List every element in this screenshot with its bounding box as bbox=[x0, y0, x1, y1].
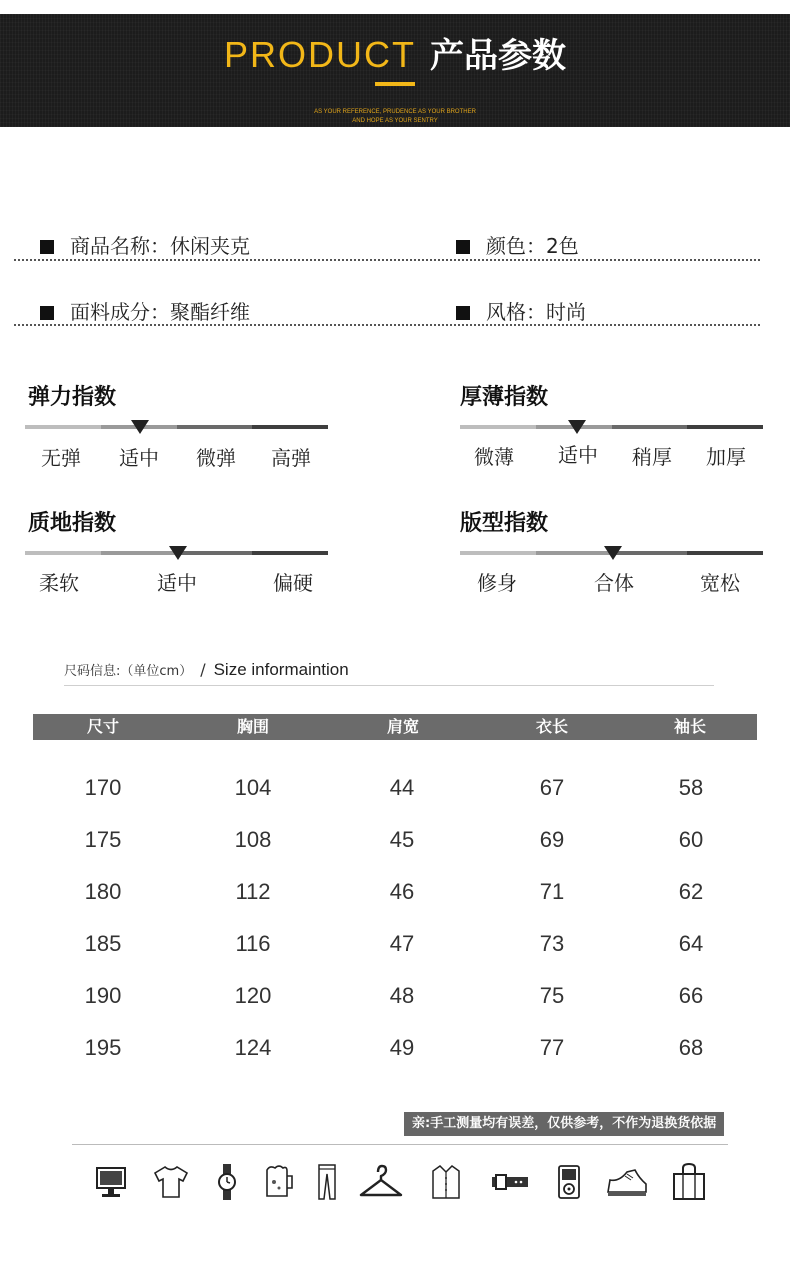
table-cell: 45 bbox=[389, 827, 415, 852]
belt-icon bbox=[490, 1162, 530, 1202]
thickness-scale bbox=[460, 425, 763, 429]
table-cell: 112 bbox=[235, 879, 271, 904]
fit-option: 合体 bbox=[594, 571, 634, 595]
hanger-icon bbox=[358, 1162, 404, 1202]
fit-title: 版型指数 bbox=[460, 511, 549, 536]
header-subtitle-1: AS YOUR REFERENCE, PRUDENCE AS YOUR BROTHER bbox=[314, 109, 476, 115]
header-accent-bar bbox=[375, 82, 415, 86]
size-info-underline bbox=[64, 685, 714, 686]
table-cell: 77 bbox=[539, 1035, 565, 1060]
size-table-header bbox=[33, 714, 757, 740]
shirt-icon bbox=[430, 1162, 462, 1202]
table-cell: 48 bbox=[389, 983, 415, 1008]
thickness-title: 厚薄指数 bbox=[460, 385, 549, 410]
thickness-option: 加厚 bbox=[706, 445, 746, 469]
music-player-icon bbox=[557, 1162, 581, 1202]
table-cell: 66 bbox=[678, 983, 704, 1008]
elasticity-scale bbox=[25, 425, 328, 429]
elasticity-marker-icon bbox=[131, 420, 149, 434]
table-cell: 73 bbox=[539, 931, 565, 956]
table-cell: 195 bbox=[84, 1035, 122, 1060]
jeans-icon bbox=[316, 1162, 338, 1202]
dotted-divider bbox=[14, 259, 760, 261]
table-header-cell: 尺寸 bbox=[86, 717, 120, 736]
header-subtitle-2: AND HOPE AS YOUR SENTRY bbox=[352, 118, 438, 124]
texture-option: 偏硬 bbox=[273, 571, 313, 595]
elasticity-title: 弹力指数 bbox=[28, 385, 117, 410]
elasticity-option: 微弹 bbox=[196, 446, 236, 470]
table-cell: 108 bbox=[234, 827, 272, 852]
param-style-text: 风格：时尚 bbox=[486, 300, 586, 324]
table-cell: 67 bbox=[539, 775, 565, 800]
table-cell: 104 bbox=[234, 775, 272, 800]
table-cell: 180 bbox=[84, 879, 122, 904]
table-header-cell: 衣长 bbox=[535, 717, 569, 736]
size-info-slash: / bbox=[200, 660, 206, 679]
monitor-icon bbox=[94, 1162, 128, 1202]
header-title bbox=[0, 28, 790, 77]
param-style bbox=[456, 296, 586, 325]
table-cell: 58 bbox=[678, 775, 704, 800]
table-cell: 44 bbox=[389, 775, 415, 800]
bullet-square-icon bbox=[456, 240, 470, 254]
table-cell: 62 bbox=[678, 879, 704, 904]
param-fabric-text: 面料成分：聚酯纤维 bbox=[70, 300, 250, 324]
table-cell: 175 bbox=[84, 827, 122, 852]
table-cell: 60 bbox=[678, 827, 704, 852]
fit-option: 宽松 bbox=[700, 571, 740, 595]
elasticity-option: 高弹 bbox=[271, 446, 311, 470]
size-info-heading bbox=[64, 660, 349, 680]
header-banner bbox=[0, 14, 790, 127]
table-cell: 68 bbox=[678, 1035, 704, 1060]
table-cell: 120 bbox=[234, 983, 272, 1008]
bullet-square-icon bbox=[456, 306, 470, 320]
bullet-square-icon bbox=[40, 306, 54, 320]
param-fabric bbox=[40, 296, 250, 325]
size-info-label-zh: 尺码信息:（单位cm） bbox=[64, 664, 193, 679]
thickness-option: 稍厚 bbox=[632, 445, 672, 469]
thickness-marker-icon bbox=[568, 420, 586, 434]
tshirt-icon bbox=[151, 1162, 191, 1202]
param-product-name-text: 商品名称：休闲夹克 bbox=[70, 234, 250, 258]
table-header-cell: 肩宽 bbox=[386, 717, 420, 736]
header-title-en: PRODUCT bbox=[224, 34, 416, 75]
param-color bbox=[456, 230, 579, 259]
header-title-zh: 产品参数 bbox=[430, 36, 566, 76]
fit-marker-icon bbox=[604, 546, 622, 560]
elasticity-option: 无弹 bbox=[41, 446, 81, 470]
texture-option: 柔软 bbox=[39, 571, 79, 595]
table-cell: 190 bbox=[84, 983, 122, 1008]
size-info-label-en: Size informaintion bbox=[213, 660, 349, 679]
measurement-note: 亲:手工测量均有误差，仅供参考，不作为退换货依据 bbox=[404, 1112, 724, 1136]
table-cell: 69 bbox=[539, 827, 565, 852]
table-cell: 185 bbox=[84, 931, 122, 956]
table-header-cell: 袖长 bbox=[673, 717, 707, 736]
thickness-option: 适中 bbox=[558, 443, 598, 467]
table-cell: 170 bbox=[84, 775, 122, 800]
sneaker-icon bbox=[605, 1162, 649, 1202]
table-cell: 124 bbox=[234, 1035, 272, 1060]
watch-icon bbox=[216, 1162, 238, 1202]
table-cell: 64 bbox=[678, 931, 704, 956]
fit-option: 修身 bbox=[477, 571, 517, 595]
param-color-text: 颜色：2色 bbox=[486, 234, 579, 258]
param-product-name bbox=[40, 230, 250, 259]
table-cell: 46 bbox=[389, 879, 415, 904]
table-cell: 49 bbox=[389, 1035, 415, 1060]
elasticity-option: 适中 bbox=[119, 446, 159, 470]
table-cell: 116 bbox=[235, 931, 271, 956]
texture-option: 适中 bbox=[157, 571, 197, 595]
table-cell: 71 bbox=[539, 879, 565, 904]
shopping-bag-icon bbox=[671, 1162, 707, 1202]
thickness-option: 微薄 bbox=[474, 445, 514, 469]
dotted-divider bbox=[14, 324, 760, 326]
mug-icon bbox=[262, 1162, 296, 1202]
table-header-cell: 胸围 bbox=[236, 717, 270, 736]
footer-divider bbox=[72, 1144, 728, 1145]
bullet-square-icon bbox=[40, 240, 54, 254]
texture-marker-icon bbox=[169, 546, 187, 560]
table-cell: 47 bbox=[389, 931, 415, 956]
texture-title: 质地指数 bbox=[28, 511, 117, 536]
table-cell: 75 bbox=[539, 983, 565, 1008]
